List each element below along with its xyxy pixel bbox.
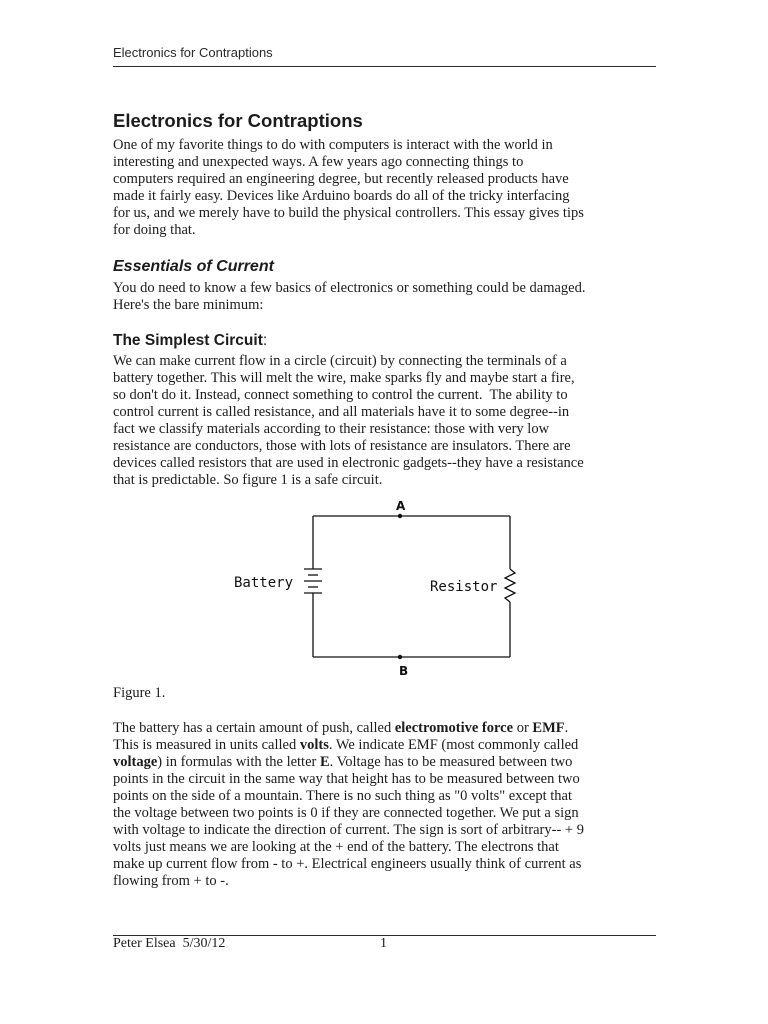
document-title: Electronics for Contraptions [113,110,363,131]
bold-term: EMF [532,720,565,736]
node-b-dot [398,655,402,659]
node-a-dot [398,514,402,518]
text-line: battery together. This will melt the wire, make sparks fly and maybe start a fire, [113,370,575,386]
section-heading-essentials: Essentials of Current [113,258,274,275]
node-a-label: A [396,499,406,513]
battery-symbol [304,569,322,593]
footer-author-date: Peter Elsea 5/30/12 [113,936,226,951]
text-run: ) in formulas with the letter [157,754,320,770]
bold-term: voltage [113,754,158,770]
text-line: points in the circuit in the same way that height has to be measured between two [113,771,580,787]
text-run: This is measured in units called [113,737,300,753]
text-line: so don't do it. Instead, connect something to control the current. The ability to [113,387,568,403]
resistor-label: Resistor [430,579,498,595]
text-run: . [564,720,569,736]
bold-term: E [319,754,330,770]
page-number: 1 [380,936,387,951]
text-line: with voltage to indicate the direction of current. The sign is sort of arbitrary-- + 9 [113,822,584,838]
node-b-label: B [399,664,409,678]
emf-paragraph [113,720,584,890]
caption-text: Figure 1. [113,685,166,701]
figure-caption [113,685,165,702]
simplest-circuit-paragraph [113,353,584,489]
heading-text: The Simplest Circuit [113,332,263,349]
circuit-diagram [220,495,530,685]
text-run: or [513,720,533,736]
text-line: control current is called resistance, and all materials have it to some degree--in [113,404,570,420]
bold-term: electromotive force [394,720,514,736]
text-line [113,754,584,771]
text-line: computers required an engineering degree, but recently released products have [113,171,569,187]
text-line: volts just means we are looking at the + end of the battery. The electrons that [113,839,559,855]
text-line: resistance are conductors, those with lots of resistance are insulators. There are [113,438,571,454]
text-line [113,720,584,737]
text-line: interesting and unexpected ways. A few years ago connecting things to [113,154,524,170]
header-rule [113,66,656,67]
text-line: devices called resistors that are used in electronic gadgets--they have a resistance [113,455,584,471]
text-line: for doing that. [113,222,196,238]
bold-term: volts [299,737,329,753]
text-line: You do need to know a few basics of electronics or something could be damaged. [113,280,586,296]
text-line: make up current flow from - to +. Electrical engineers usually think of current as [113,856,582,872]
text-line: We can make current flow in a circle (circuit) by connecting the terminals of a [113,353,567,369]
text-line: points on the side of a mountain. There is no such thing as "0 volts" except that [113,788,572,804]
text-run: The battery has a certain amount of push, called [113,720,395,736]
text-line: that is predictable. So figure 1 is a safe circuit. [113,472,383,488]
text-line: for us, and we merely have to build the physical controllers. This essay gives tips [113,205,584,221]
text-line: made it fairly easy. Devices like Arduino boards do all of the tricky interfacing [113,188,570,204]
text-line: One of my favorite things to do with computers is interact with the world in [113,137,553,153]
essentials-paragraph [113,280,585,314]
text-line: fact we classify materials according to their resistance: those with very low [113,421,550,437]
battery-label: Battery [234,575,294,591]
text-line: the voltage between two points is 0 if they are connected together. We put a sign [113,805,579,821]
text-line: flowing from + to -. [113,873,229,889]
text-line: Here's the bare minimum: [113,297,264,313]
intro-paragraph [113,137,584,239]
resistor-symbol [505,569,515,602]
text-line [113,737,584,754]
text-run: . Voltage has to be measured between two [329,754,573,770]
section-heading-simplest-circuit [113,331,267,351]
running-header: Electronics for Contraptions [113,45,273,60]
heading-colon: : [262,332,268,349]
text-run: . We indicate EMF (most commonly called [328,737,579,753]
